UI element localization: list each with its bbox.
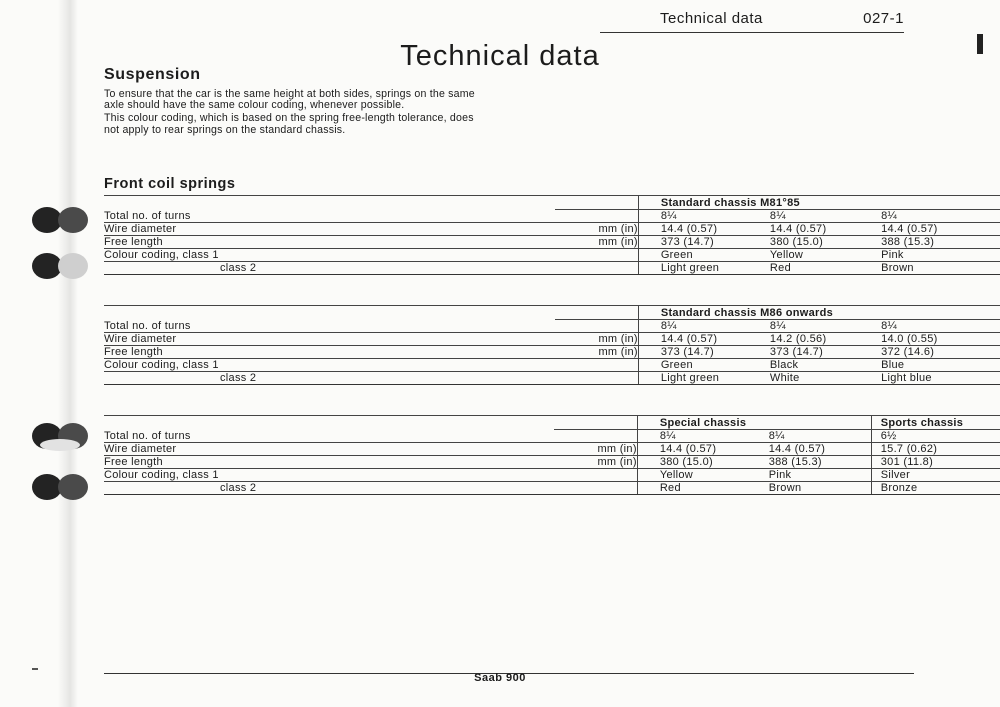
row-unit [555,320,639,333]
cell-value: 15.7 (0.62) [871,443,1000,456]
cell-value: 372 (14.6) [872,346,1000,359]
table-row [104,359,1000,372]
punch-hole [32,474,96,500]
header-title: Technical data [660,10,763,27]
table-row [104,430,1000,443]
cell-value: 380 (15.0) [637,456,768,469]
spec-table-standard-m86 [104,305,1000,385]
cell-value: 8¼ [769,430,872,443]
row-label: Free length [104,346,555,359]
row-unit [555,249,639,262]
table-row [104,346,1000,359]
row-unit: mm (in) [555,236,639,249]
cell-value: Light blue [872,372,1000,385]
cell-value: 8¼ [637,430,768,443]
cell-value: 8¼ [638,320,770,333]
cell-value: 388 (15.3) [872,236,1000,249]
section-heading: Suspension [104,66,201,83]
table-row [104,262,1000,275]
intro-text [104,89,489,138]
row-label: Total no. of turns [104,210,555,223]
cell-value: Pink [769,469,872,482]
row-unit: mm (in) [554,456,638,469]
row-unit [554,482,638,495]
table-header-row [104,306,1000,320]
cell-value: 6½ [871,430,1000,443]
row-label: Wire diameter [104,443,554,456]
cell-value: Green [638,249,770,262]
table-header-row [104,196,1000,210]
row-unit [555,262,639,275]
row-unit: mm (in) [555,346,639,359]
punch-hole [32,253,96,279]
cell-value: 14.4 (0.57) [770,223,872,236]
cell-value: 301 (11.8) [871,456,1000,469]
table-heading-sports: Sports chassis [871,416,1000,430]
cell-value: Black [770,359,872,372]
cell-value: Pink [872,249,1000,262]
page-number: 027-1 [863,10,904,27]
row-label: class 2 [104,262,555,275]
table-row [104,210,1000,223]
cell-value: 388 (15.3) [769,456,872,469]
spec-table-standard-m81-85 [104,195,1000,275]
row-label: Total no. of turns [104,320,555,333]
cell-value: Red [637,482,768,495]
cell-value: 373 (14.7) [638,346,770,359]
table-row [104,469,1000,482]
cell-value: 14.2 (0.56) [770,333,872,346]
cell-value: Yellow [770,249,872,262]
table-header-row [104,416,1000,430]
row-unit: mm (in) [555,333,639,346]
row-unit [555,359,639,372]
subsection-heading: Front coil springs [104,176,236,192]
cell-value: Light green [638,262,770,275]
binding-shadow [58,0,78,707]
row-unit [555,210,639,223]
table-row [104,320,1000,333]
table-heading: Standard chassis M81°85 [638,196,1000,210]
cell-value: Yellow [637,469,768,482]
cell-value: 8¼ [770,320,872,333]
row-label: Wire diameter [104,333,555,346]
row-unit [555,372,639,385]
row-label: Colour coding, class 1 [104,249,555,262]
row-label: class 2 [104,482,554,495]
table-row [104,372,1000,385]
cell-value: 8¼ [872,320,1000,333]
table-row [104,443,1000,456]
cell-value: Bronze [871,482,1000,495]
cell-value: 14.4 (0.57) [872,223,1000,236]
table-row [104,333,1000,346]
row-unit: mm (in) [554,443,638,456]
margin-dash [32,668,38,670]
cell-value: 14.4 (0.57) [637,443,768,456]
table-row [104,223,1000,236]
cell-value: 8¼ [872,210,1000,223]
footer-label: Saab 900 [474,672,526,684]
row-unit [554,469,638,482]
table-heading: Standard chassis M86 onwards [638,306,1000,320]
row-label: Wire diameter [104,223,555,236]
cell-value: Red [770,262,872,275]
punch-hole [32,207,96,233]
table-row [104,482,1000,495]
row-label: Total no. of turns [104,430,554,443]
cell-value: Light green [638,372,770,385]
table-row [104,249,1000,262]
cell-value: 14.0 (0.55) [872,333,1000,346]
table-row [104,236,1000,249]
cell-value: Blue [872,359,1000,372]
running-header [600,8,904,33]
cell-value: 14.4 (0.57) [769,443,872,456]
cell-value: Silver [871,469,1000,482]
table-row [104,456,1000,469]
row-label: Colour coding, class 1 [104,469,554,482]
intro-paragraph: To ensure that the car is the same height at both sides, springs on the same axle should have the same colour coding, whenever possible. [104,88,475,112]
page-title: Technical data [400,40,600,72]
row-label: class 2 [104,372,555,385]
table-heading: Special chassis [637,416,871,430]
cell-value: Brown [872,262,1000,275]
cell-value: 14.4 (0.57) [638,223,770,236]
spec-table-special-sports [104,415,1000,495]
row-label: Free length [104,236,555,249]
punch-hole [40,439,80,451]
cell-value: White [770,372,872,385]
cell-value: 8¼ [638,210,770,223]
intro-paragraph: This colour coding, which is based on the spring free-length tolerance, does not apply to rear springs on the standard chassis. [104,112,474,136]
row-unit: mm (in) [555,223,639,236]
cell-value: Green [638,359,770,372]
cell-value: Brown [769,482,872,495]
cell-value: 8¼ [770,210,872,223]
row-label: Colour coding, class 1 [104,359,555,372]
cell-value: 373 (14.7) [638,236,770,249]
row-label: Free length [104,456,554,469]
cell-value: 14.4 (0.57) [638,333,770,346]
cell-value: 373 (14.7) [770,346,872,359]
cell-value: 380 (15.0) [770,236,872,249]
row-unit [554,430,638,443]
